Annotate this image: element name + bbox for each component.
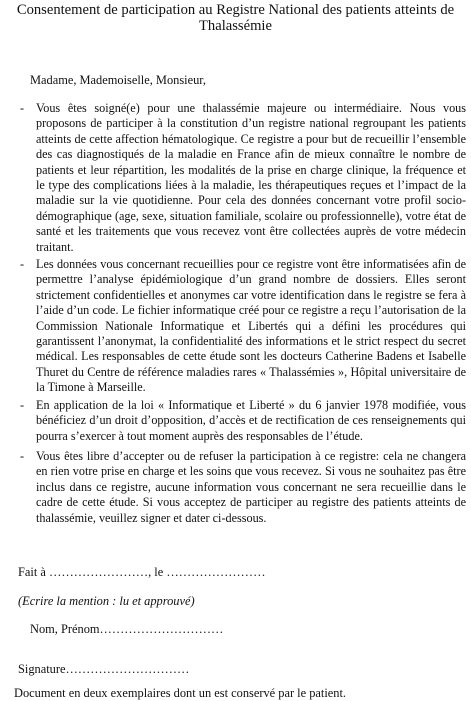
place-date-field[interactable]: Fait à ……………………, le …………………… <box>18 565 266 579</box>
paragraph-text: Vous êtes libre d’accepter ou de refuser la participation à ce registre: cela ne changera en rien votre prise en charge et les soins que vous recevez. Si vous ne souhaitez pas être inclus dans ce registre, aucune information vous concernant ne sera recueillie dans le cadre de cette étude. Si vous acceptez de participer au registre des patients atteints de thalassémie, veuillez signer et dater ci-dessous. <box>36 449 466 525</box>
bullet-dash: - <box>20 398 25 412</box>
paragraph-data-confidentiality <box>20 257 466 396</box>
salutation: Madame, Mademoiselle, Monsieur, <box>30 73 207 87</box>
bullet-dash: - <box>20 101 25 115</box>
footer-note: Document en deux exemplaires dont un est conservé par le patient. <box>14 686 347 700</box>
paragraph-text: Vous êtes soigné(e) pour une thalassémie majeure ou intermédiaire. Nous vous proposons de participer à la constitution d’un registre national regroupant les patients atteints de cette affection hématologique. Ce registre a pour but de recueillir l’ensemble des cas diagnostiqués de la maladie en France afin de mieux connaître le nombre de patients et leur répartition, les modalités de la prise en charge clinique, la fréquence et le type des complications liées à la maladie, les thérapeutiques reçues et l’impact de la maladie sur la vie quotidienne. Pour cela des données concernant votre profil socio-démographique (age, sexe, situation familiale, scolaire ou professionnelle), votre état de santé et les traitements que vous recevez vont être collectées auprès de votre médecin traitant. <box>36 101 466 254</box>
paragraph-text: En application de la loi « Informatique et Liberté » du 6 janvier 1978 modifiée, vous bénéficiez d’un droit d’opposition, d’accès et de rectification de ces renseignements qui pourra s’exercer à tout moment auprès des responsables de l’étude. <box>36 398 466 443</box>
name-field[interactable]: Nom, Prénom………………………… <box>30 622 224 636</box>
paragraph-text: Les données vous concernant recueillies pour ce registre vont être informatisées afin de permettre l’analyse épidémiologique d’un grand nombre de dossiers. Elles seront strictement confidentielles et anonymes car votre identification dans le registre se fera à l’aide d’un code. Le fichier informatique créé pour ce registre a reçu l’autorisation de la Commission Nationale Informatique et Libertés qui a défini les procédures qui garantissent l’anonymat, la confidentialité des informations et le strict respect du secret médical. Les responsables de cette étude sont les docteurs Catherine Badens et Isabelle Thuret du Centre de référence maladies rares « Thalassémies », Hôpital universitaire de la Timone à Marseille. <box>36 257 466 395</box>
paragraph-study-purpose <box>20 101 466 255</box>
bullet-dash: - <box>20 449 25 463</box>
document-title: Consentement de participation au Registre National des patients atteints de Thalassémie <box>16 2 455 34</box>
bullet-dash: - <box>20 257 25 271</box>
signature-field[interactable]: Signature………………………… <box>18 662 190 676</box>
paragraph-free-consent <box>20 449 466 526</box>
paragraph-legal-rights <box>20 398 466 444</box>
mention-instruction: (Ecrire la mention : lu et approuvé) <box>18 594 195 608</box>
